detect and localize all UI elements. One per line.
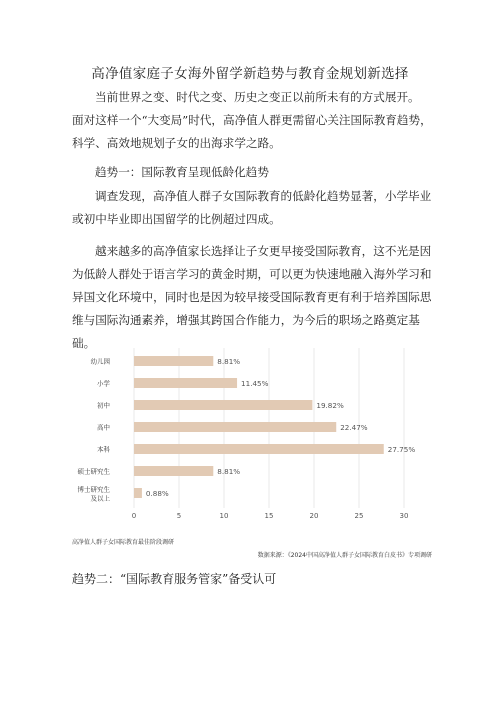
x-tick-label: 5 <box>176 512 182 520</box>
x-tick-label: 20 <box>309 512 319 520</box>
data-label: 19.82% <box>316 401 344 410</box>
category-label: 幼儿园 <box>90 357 110 366</box>
bar <box>134 444 384 454</box>
category-label: 硕士研究生 <box>77 467 110 476</box>
bar <box>134 378 237 388</box>
x-tick-label: 30 <box>399 512 409 520</box>
paragraph-reasons: 越来越多的高净值家长选择让子女更早接受国际教育，这不光是因为低龄人群处于语言学习的黄金时期，可以更为快速地融入海外学习和异国文化环境中，同时也是因为较早接受国际教育更有利于培养国际思维与国际沟通素养，增强其跨国合作能力，为今后的职场之路奠定基础。 <box>72 244 432 350</box>
category-label: 及以上 <box>90 494 110 503</box>
data-label: 22.47% <box>340 423 368 432</box>
trend2-heading: 趋势二：“国际教育服务管家”备受认可 <box>72 572 277 586</box>
x-tick-label: 10 <box>219 512 229 520</box>
data-label: 0.88% <box>145 489 169 498</box>
data-label: 11.45% <box>241 379 269 388</box>
x-tick-label: 15 <box>264 512 274 520</box>
bar <box>134 466 213 476</box>
category-label: 小学 <box>97 379 110 388</box>
data-label: 8.81% <box>217 357 241 366</box>
bar <box>134 488 142 498</box>
chart-source: 数据来源：《2024中国高净值人群子女国际教育白皮书》专项调研 <box>257 552 432 559</box>
x-tick-label: 0 <box>131 512 137 520</box>
category-label: 本科 <box>97 445 110 454</box>
document-title: 高净值家庭子女海外留学新趋势与教育金规划新选择 <box>91 66 409 82</box>
category-label: 博士研究生 <box>77 485 110 494</box>
bar-chart-svg <box>72 346 428 536</box>
data-label: 8.81% <box>217 467 241 476</box>
paragraph-era: 面对这样一个“大变局”时代，高净值人群更需留心关注国际教育趋势，科学、高效地规划子女的出海求学之路。 <box>72 113 432 150</box>
bar <box>134 356 213 366</box>
paragraph-intro: 当前世界之变、时代之变、历史之变正以前所未有的方式展开。 <box>95 90 420 104</box>
bar <box>134 400 312 410</box>
data-label: 27.75% <box>387 445 416 454</box>
chart-caption: 高净值人群子女国际教育最佳阶段调研 <box>72 539 175 546</box>
trend1-heading: 趋势一：国际教育呈现低龄化趋势 <box>95 165 269 179</box>
paragraph-survey: 调查发现，高净值人群子女国际教育的低龄化趋势显著，小学毕业或初中毕业即出国留学的比例超过四成。 <box>72 189 432 226</box>
category-label: 初中 <box>97 401 110 410</box>
x-tick-label: 25 <box>354 512 364 520</box>
bar <box>134 422 336 432</box>
category-label: 高中 <box>97 423 110 432</box>
